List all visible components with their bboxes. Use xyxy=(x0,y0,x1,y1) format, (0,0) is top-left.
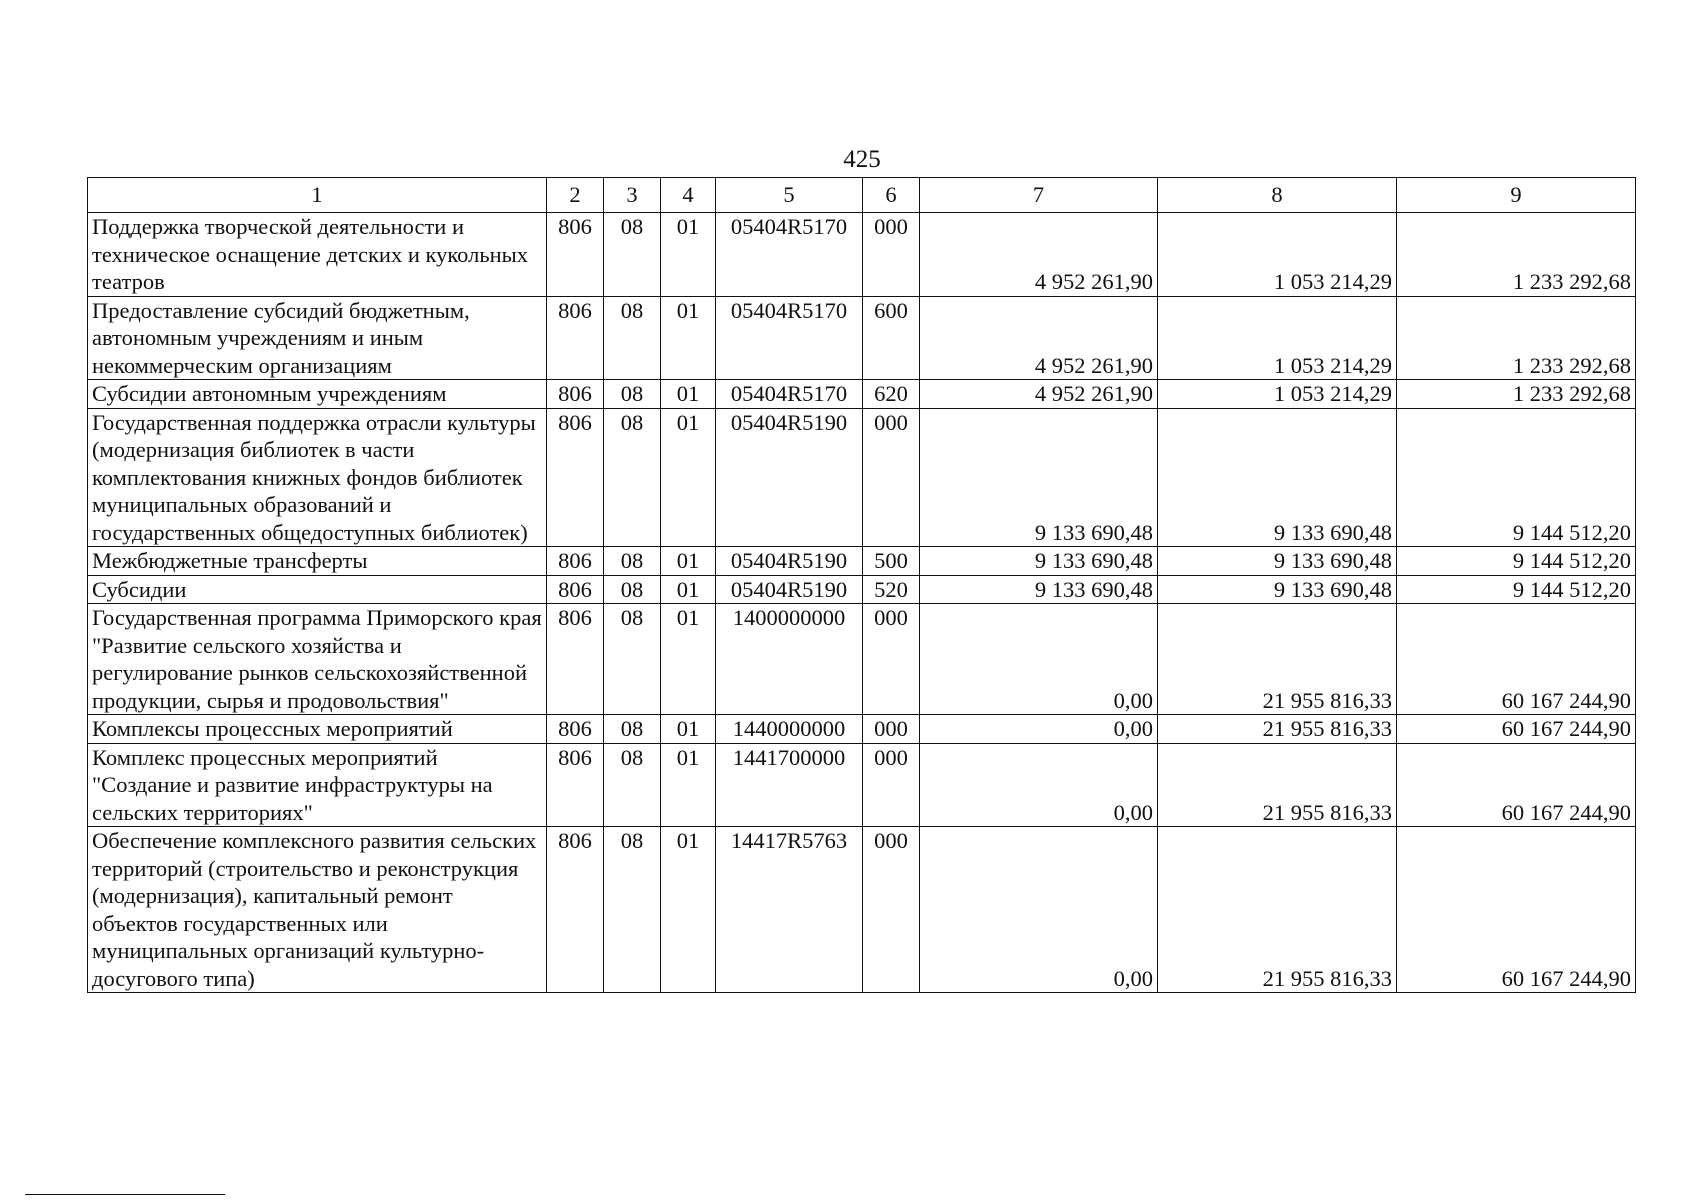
row-code-3: 08 xyxy=(604,575,661,604)
row-name: Обеспечение комплексного развития сельских территорий (строительство и реконструкция (модернизация), капитальный ремонт объектов государственных или муниципальных организаций культурно-досугового типа) xyxy=(88,827,547,993)
header-cell-9: 9 xyxy=(1397,178,1636,213)
row-code-3: 08 xyxy=(604,547,661,576)
row-amount-7: 0,00 xyxy=(920,743,1158,827)
row-amount-8: 1 053 214,29 xyxy=(1158,296,1397,380)
page-number: 425 xyxy=(843,146,881,173)
budget-table xyxy=(87,177,1636,993)
table-row xyxy=(88,296,1636,380)
row-code-2: 806 xyxy=(547,547,604,576)
row-name: Поддержка творческой деятельности и техническое оснащение детских и кукольных театров xyxy=(88,213,547,297)
row-code-3: 08 xyxy=(604,213,661,297)
table-row xyxy=(88,604,1636,715)
row-code-6: 000 xyxy=(863,715,920,744)
row-amount-9: 1 233 292,68 xyxy=(1397,213,1636,297)
row-amount-7: 9 133 690,48 xyxy=(920,547,1158,576)
row-name: Комплекс процессных мероприятий "Создание и развитие инфраструктуры на сельских территориях" xyxy=(88,743,547,827)
row-code-2: 806 xyxy=(547,213,604,297)
row-amount-9: 9 144 512,20 xyxy=(1397,575,1636,604)
header-cell-4: 4 xyxy=(661,178,716,213)
row-amount-9: 60 167 244,90 xyxy=(1397,743,1636,827)
row-name: Субсидии xyxy=(88,575,547,604)
table-row xyxy=(88,213,1636,297)
row-amount-8: 9 133 690,48 xyxy=(1158,575,1397,604)
header-cell-2: 2 xyxy=(547,178,604,213)
row-code-3: 08 xyxy=(604,743,661,827)
row-code-2: 806 xyxy=(547,380,604,409)
row-code-6: 600 xyxy=(863,296,920,380)
row-name: Межбюджетные трансферты xyxy=(88,547,547,576)
row-code-3: 08 xyxy=(604,604,661,715)
row-code-2: 806 xyxy=(547,827,604,993)
row-name: Государственная поддержка отрасли культуры (модернизация библиотек в части комплектования книжных фондов библиотек муниципальных образований и государственных общедоступных библиотек) xyxy=(88,408,547,547)
row-amount-7: 0,00 xyxy=(920,604,1158,715)
row-amount-9: 60 167 244,90 xyxy=(1397,827,1636,993)
header-cell-5: 5 xyxy=(716,178,863,213)
table-header-row xyxy=(88,178,1636,213)
row-amount-7: 9 133 690,48 xyxy=(920,408,1158,547)
row-amount-7: 0,00 xyxy=(920,715,1158,744)
row-code-6: 000 xyxy=(863,827,920,993)
row-amount-7: 0,00 xyxy=(920,827,1158,993)
row-amount-9: 1 233 292,68 xyxy=(1397,296,1636,380)
row-code-2: 806 xyxy=(547,296,604,380)
row-amount-7: 9 133 690,48 xyxy=(920,575,1158,604)
row-code-3: 08 xyxy=(604,715,661,744)
table-row xyxy=(88,827,1636,993)
row-code-5: 05404R5170 xyxy=(716,296,863,380)
row-code-5: 14417R5763 xyxy=(716,827,863,993)
row-code-5: 05404R5190 xyxy=(716,408,863,547)
row-code-2: 806 xyxy=(547,743,604,827)
row-amount-9: 1 233 292,68 xyxy=(1397,380,1636,409)
row-code-4: 01 xyxy=(661,408,716,547)
row-code-6: 000 xyxy=(863,743,920,827)
header-cell-1: 1 xyxy=(88,178,547,213)
row-code-3: 08 xyxy=(604,296,661,380)
row-code-5: 1440000000 xyxy=(716,715,863,744)
row-code-5: 05404R5170 xyxy=(716,213,863,297)
row-code-4: 01 xyxy=(661,743,716,827)
row-code-2: 806 xyxy=(547,715,604,744)
row-name: Субсидии автономным учреждениям xyxy=(88,380,547,409)
row-code-3: 08 xyxy=(604,380,661,409)
row-code-6: 000 xyxy=(863,604,920,715)
row-code-2: 806 xyxy=(547,408,604,547)
row-code-6: 520 xyxy=(863,575,920,604)
row-code-4: 01 xyxy=(661,604,716,715)
row-amount-8: 1 053 214,29 xyxy=(1158,380,1397,409)
row-amount-7: 4 952 261,90 xyxy=(920,296,1158,380)
row-code-2: 806 xyxy=(547,604,604,715)
row-code-6: 620 xyxy=(863,380,920,409)
header-cell-6: 6 xyxy=(863,178,920,213)
table-row xyxy=(88,408,1636,547)
row-code-6: 500 xyxy=(863,547,920,576)
row-amount-7: 4 952 261,90 xyxy=(920,213,1158,297)
row-amount-9: 9 144 512,20 xyxy=(1397,408,1636,547)
table-row xyxy=(88,547,1636,576)
row-amount-8: 21 955 816,33 xyxy=(1158,715,1397,744)
row-code-5: 1441700000 xyxy=(716,743,863,827)
row-code-5: 1400000000 xyxy=(716,604,863,715)
table-row xyxy=(88,575,1636,604)
row-name: Комплексы процессных мероприятий xyxy=(88,715,547,744)
header-cell-3: 3 xyxy=(604,178,661,213)
row-code-3: 08 xyxy=(604,408,661,547)
row-code-5: 05404R5190 xyxy=(716,575,863,604)
row-name: Предоставление субсидий бюджетным, автономным учреждениям и иным некоммерческим организациям xyxy=(88,296,547,380)
row-amount-8: 9 133 690,48 xyxy=(1158,408,1397,547)
row-code-5: 05404R5190 xyxy=(716,547,863,576)
row-amount-8: 21 955 816,33 xyxy=(1158,743,1397,827)
row-amount-9: 60 167 244,90 xyxy=(1397,604,1636,715)
row-code-4: 01 xyxy=(661,547,716,576)
row-amount-8: 1 053 214,29 xyxy=(1158,213,1397,297)
row-code-6: 000 xyxy=(863,213,920,297)
row-code-4: 01 xyxy=(661,380,716,409)
header-cell-8: 8 xyxy=(1158,178,1397,213)
header-cell-7: 7 xyxy=(920,178,1158,213)
row-code-4: 01 xyxy=(661,575,716,604)
table-row xyxy=(88,715,1636,744)
row-code-4: 01 xyxy=(661,213,716,297)
table-row xyxy=(88,743,1636,827)
row-code-4: 01 xyxy=(661,715,716,744)
row-name: Государственная программа Приморского края "Развитие сельского хозяйства и регулирование рынков сельскохозяйственной продукции, сырья и продовольствия" xyxy=(88,604,547,715)
row-amount-9: 9 144 512,20 xyxy=(1397,547,1636,576)
row-code-3: 08 xyxy=(604,827,661,993)
row-amount-8: 21 955 816,33 xyxy=(1158,827,1397,993)
row-amount-8: 9 133 690,48 xyxy=(1158,547,1397,576)
row-amount-8: 21 955 816,33 xyxy=(1158,604,1397,715)
row-code-2: 806 xyxy=(547,575,604,604)
row-amount-9: 60 167 244,90 xyxy=(1397,715,1636,744)
row-code-4: 01 xyxy=(661,827,716,993)
row-amount-7: 4 952 261,90 xyxy=(920,380,1158,409)
row-code-4: 01 xyxy=(661,296,716,380)
row-code-5: 05404R5170 xyxy=(716,380,863,409)
row-code-6: 000 xyxy=(863,408,920,547)
table-row xyxy=(88,380,1636,409)
footnote-separator xyxy=(25,1194,225,1195)
